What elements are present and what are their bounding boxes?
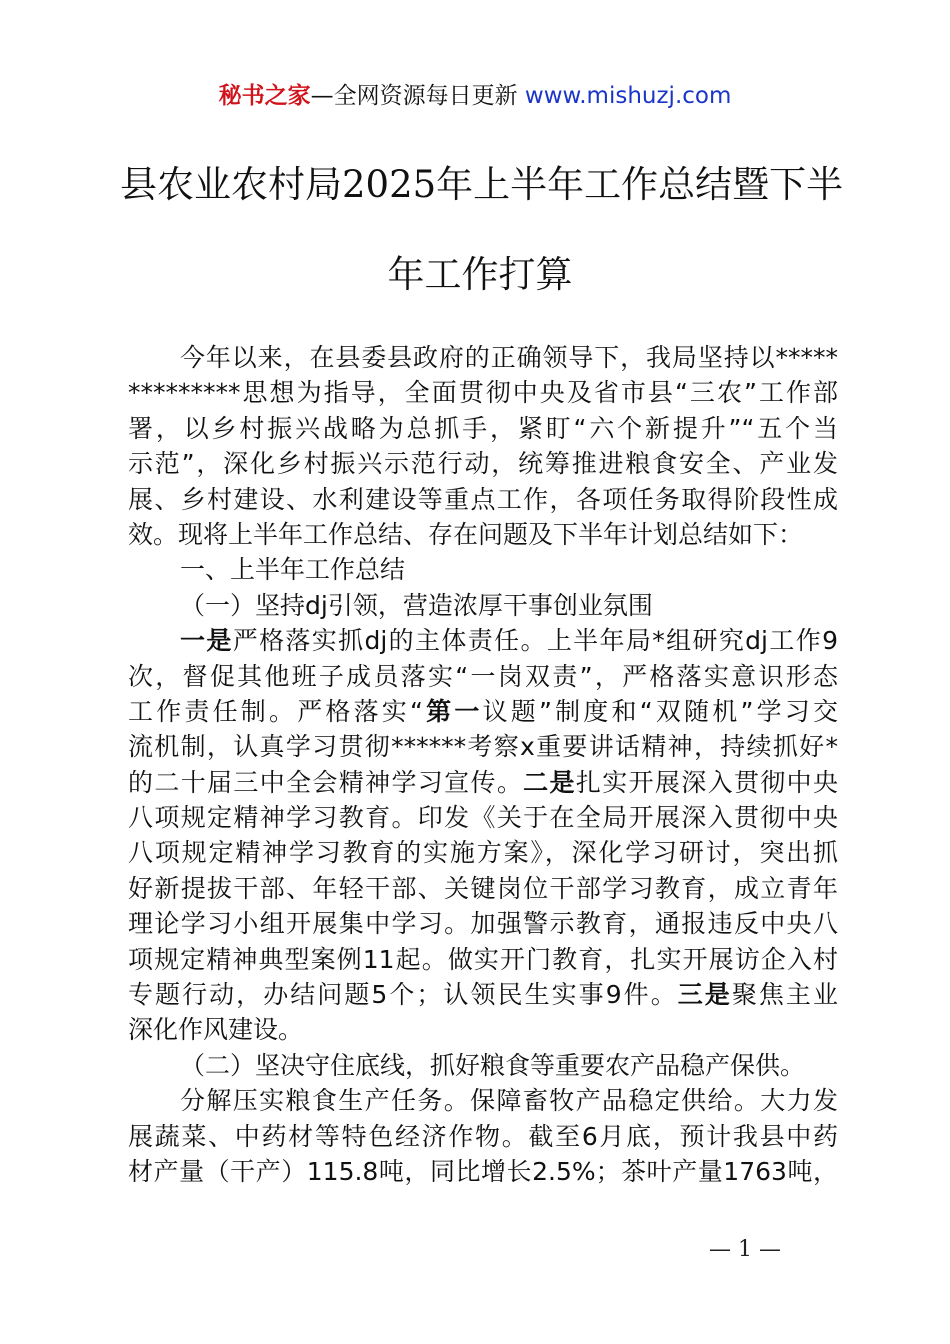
body-line: 流机制，认真学习贯彻******考察x重要讲话精神，持续抓好* (128, 732, 838, 762)
bold-marker: 二是 (523, 767, 576, 797)
body-line: 展蔬菜、中药材等特色经济作物。截至6月底，预计我县中药 (128, 1121, 838, 1151)
body-text: 专题行动，办结问题5个；认领民生实事9件。 (128, 980, 678, 1010)
page-number: — 1 — (709, 1237, 781, 1262)
subsection-heading: （一）坚持dj引领，营造浓厚干事创业氛围 (180, 590, 653, 620)
body-text: 工作责任制。严格落实“ (128, 696, 423, 726)
body-text: 扎实开展深入贯彻中央 (575, 767, 838, 797)
subsection-heading: （二）坚决守住底线，抓好粮食等重要农产品稳产保供。 (180, 1050, 806, 1080)
body-line: 八项规定精神学习教育。印发《关于在全局开展深入贯彻中央 (128, 803, 838, 833)
body-line: 材产量（干产）115.8吨，同比增长2.5%；茶叶产量1763吨， (128, 1156, 838, 1186)
document-body (128, 340, 838, 1189)
body-line (128, 977, 838, 1012)
body-line: 署，以乡村振兴战略为总抓手，紧盯“六个新提升”“五个当 (128, 413, 838, 443)
body-line: 理论学习小组开展集中学习。加强警示教育，通报违反中央八 (128, 909, 838, 939)
body-line: *********思想为指导，全面贯彻中央及省市县“三农”工作部 (128, 378, 838, 408)
bold-marker: 三是 (677, 980, 732, 1010)
body-text: 议题”制度和“双随机”学习交 (482, 696, 839, 726)
site-url-link[interactable]: www.mishuzj.com (524, 83, 732, 109)
body-text: 聚焦主业 (731, 980, 838, 1010)
body-text: 的二十届三中全会精神学习宣传。 (128, 767, 524, 797)
body-line: 八项规定精神学习教育的实施方案》，深化学习研讨，突出抓 (128, 838, 838, 868)
body-line: 次，督促其他班子成员落实“一岗双责”，严格落实意识形态 (128, 661, 838, 691)
site-brand: 秘书之家 (218, 83, 311, 109)
body-line: 展、乡村建设、水利建设等重点工作，各项任务取得阶段性成 (128, 484, 838, 514)
body-text: 严格落实抓dj的主体责任。上半年局*组研究dj工作9 (232, 626, 838, 656)
body-line (128, 623, 838, 658)
bold-marker: 一是 (180, 626, 233, 656)
body-line: 示范”，深化乡村振兴示范行动，统筹推进粮食安全、产业发 (128, 449, 838, 479)
body-line: 今年以来，在县委县政府的正确领导下，我局坚持以***** (180, 343, 838, 372)
body-line: 深化作风建设。 (128, 1015, 304, 1045)
body-line: 效。现将上半年工作总结、存在问题及下半年计划总结如下： (128, 519, 804, 549)
body-line: 项规定精神典型案例11起。做实开门教育，扎实开展访企入村 (128, 944, 838, 974)
document-title-line-2: 年工作打算 (387, 253, 573, 296)
body-line: 好新提拔干部、年轻干部、关键岗位干部学习教育，成立青年 (128, 873, 838, 903)
body-line (128, 694, 838, 729)
bold-marker: 第一 (422, 696, 483, 726)
body-line: 分解压实粮食生产任务。保障畜牧产品稳定供给。大力发 (180, 1086, 838, 1116)
site-slogan: —全网资源每日更新 (310, 83, 525, 109)
body-line (128, 765, 838, 800)
section-heading: 一、上半年工作总结 (180, 555, 406, 585)
site-header (0, 80, 950, 112)
document-title-line-1: 县农业农村局2025年上半年工作总结暨下半 (120, 163, 844, 206)
